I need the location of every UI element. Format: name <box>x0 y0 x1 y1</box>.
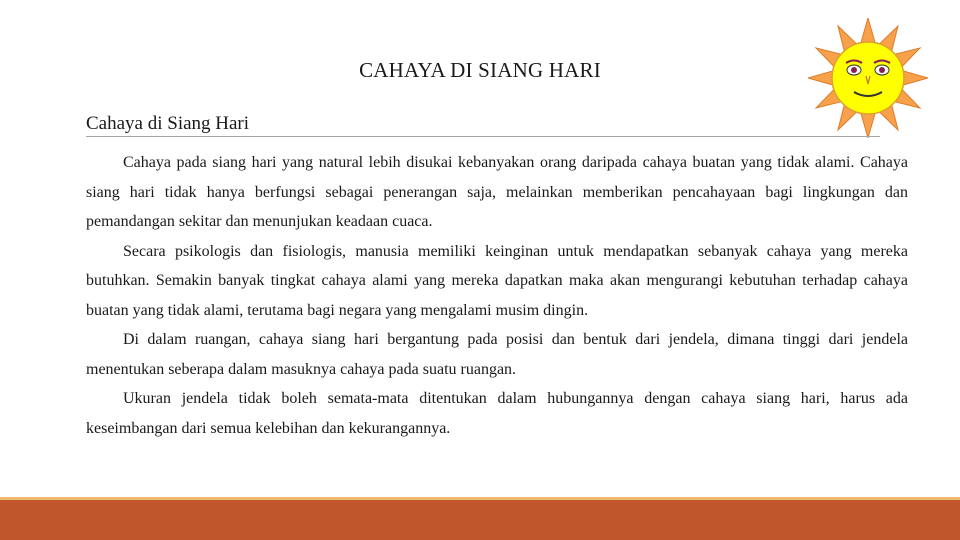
paragraph-2: Secara psikologis dan fisiologis, manusia memiliki keinginan untuk mendapatkan sebanyak cahaya yang mereka butuhkan. Semakin banyak tingkat cahaya alami yang mereka dapatkan maka akan mengurangi kebutuhan terhadap cahaya buatan yang tidak alami, terutama bagi negara yang mengalami musim dingin. <box>86 242 908 319</box>
footer-bar <box>0 500 960 540</box>
section-heading: Cahaya di Siang Hari <box>86 113 250 134</box>
slide-title: CAHAYA DI SIANG HARI <box>359 58 601 82</box>
paragraph-1: Cahaya pada siang hari yang natural lebih disukai kebanyakan orang daripada cahaya buatan yang tidak alami. Cahaya siang hari tidak hanya berfungsi sebagai penerangan saja, melainkan memberikan pencahayaan bagi lingkungan dan pemandangan sekitar dan menunjukan keadaan cuaca. <box>86 154 908 230</box>
smiling-sun-icon <box>808 18 928 138</box>
body-text <box>86 148 908 443</box>
paragraph-3: Di dalam ruangan, cahaya siang hari bergantung pada posisi dan bentuk dari jendela, dimana tinggi dari jendela menentukan seberapa dalam masuknya cahaya pada suatu ruangan. <box>86 331 908 378</box>
paragraph-4: Ukuran jendela tidak boleh semata-mata ditentukan dalam hubungannya dengan cahaya siang hari, harus ada keseimbangan dari semua kelebihan dan kekurangannya. <box>86 390 908 437</box>
heading-divider <box>86 136 880 137</box>
